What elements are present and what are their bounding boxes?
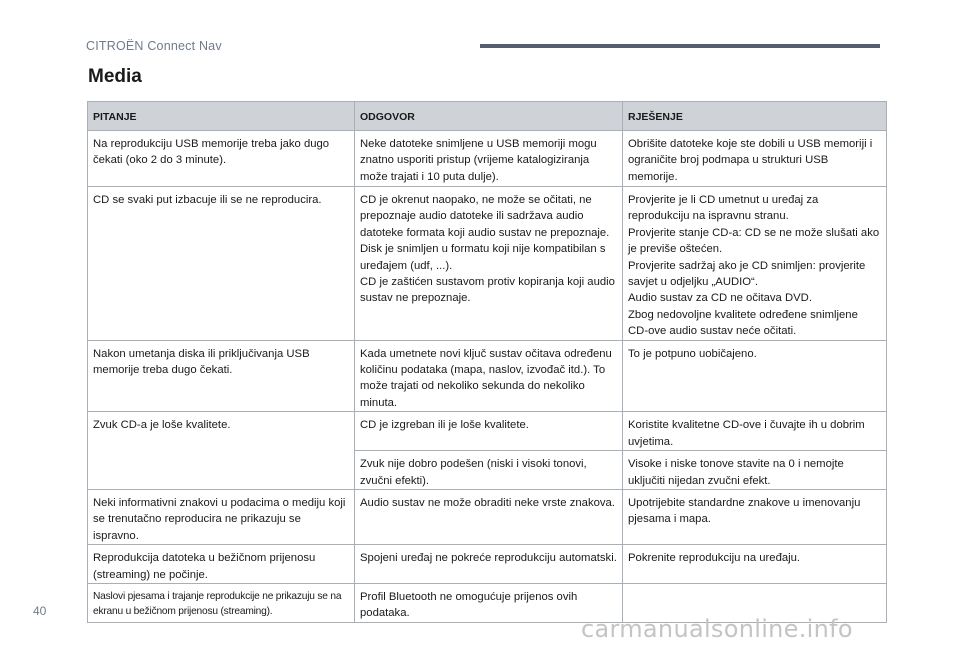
answer-cell: Neke datoteke snimljene u USB memoriji mogu znatno usporiti pristup (vrijeme katalogiziranja može trajati i 10 puta dulje). [355,131,623,187]
question-cell: Nakon umetanja diska ili priključivanja USB memorije treba dugo čekati. [88,340,355,412]
question-cell: CD se svaki put izbacuje ili se ne reproducira. [88,187,355,341]
table-row [88,545,887,584]
question-cell: Neki informativni znakovi u podacima o mediju koji se trenutačno reproducira ne prikazuju se ispravno. [88,489,355,544]
solution-cell: To je potpuno uobičajeno. [623,340,887,412]
page-title: Media [88,66,142,87]
question-cell: Naslovi pjesama i trajanje reprodukcije ne prikazuju se na ekranu u bežičnom prijenosu (streaming). [88,583,355,622]
answer-cell: CD je okrenut naopako, ne može se očitati, ne prepoznaje audio datoteke ili sadržava audio datoteke formata koji audio sustav ne prepoznaje. Disk je snimljen u formatu koji nije kompatibilan s uređajem (udf, ...). CD je zaštićen sustavom protiv kopiranja koji audio sustav ne prepoznaje. [355,187,623,341]
brand-header: CITROËN Connect Nav [86,39,222,53]
header-divider-bar [480,44,880,48]
table-row [88,131,887,187]
solution-cell: Upotrijebite standardne znakove u imenovanju pjesama i mapa. [623,489,887,544]
table-row [88,187,887,341]
watermark: carmanualsonline.info [581,615,853,643]
solution-cell: Koristite kvalitetne CD-ove i čuvajte ih u dobrim uvjetima. [623,412,887,451]
column-header-question: PITANJE [88,102,355,131]
column-header-answer: ODGOVOR [355,102,623,131]
solution-cell: Visoke i niske tonove stavite na 0 i nemojte uključiti nijedan zvučni efekt. [623,451,887,490]
answer-cell: Zvuk nije dobro podešen (niski i visoki tonovi, zvučni efekti). [355,451,623,490]
solution-cell: Obrišite datoteke koje ste dobili u USB memoriji i ograničite broj podmapa u strukturi USB memorije. [623,131,887,187]
faq-table [87,101,887,623]
column-header-solution: RJEŠENJE [623,102,887,131]
table-row [88,412,887,451]
answer-cell: Audio sustav ne može obraditi neke vrste znakova. [355,489,623,544]
table-row [88,489,887,544]
answer-cell: CD je izgreban ili je loše kvalitete. [355,412,623,451]
solution-cell: Provjerite je li CD umetnut u uređaj za reprodukciju na ispravnu stranu. Provjerite stanje CD-a: CD se ne može slušati ako je previše oštećen. Provjerite sadržaj ako je CD snimljen: provjerite savjet u odjeljku „AUDIO“. Audio sustav za CD ne očitava DVD. Zbog nedovoljne kvalitete određene snimljene CD-ove audio sustav neće očitati. [623,187,887,341]
question-cell: Na reprodukciju USB memorije treba jako dugo čekati (oko 2 do 3 minute). [88,131,355,187]
answer-cell: Kada umetnete novi ključ sustav očitava određenu količinu podataka (mapa, naslov, izvođač itd.). To može trajati od nekoliko sekunda do nekoliko minuta. [355,340,623,412]
question-cell: Reprodukcija datoteka u bežičnom prijenosu (streaming) ne počinje. [88,545,355,584]
question-cell: Zvuk CD-a je loše kvalitete. [88,412,355,490]
solution-cell: Pokrenite reprodukciju na uređaju. [623,545,887,584]
answer-cell: Profil Bluetooth ne omogućuje prijenos ovih podataka. [355,583,623,622]
answer-cell: Spojeni uređaj ne pokreće reprodukciju automatski. [355,545,623,584]
table-header-row [88,102,887,131]
page-number: 40 [33,604,47,618]
table-row [88,340,887,412]
